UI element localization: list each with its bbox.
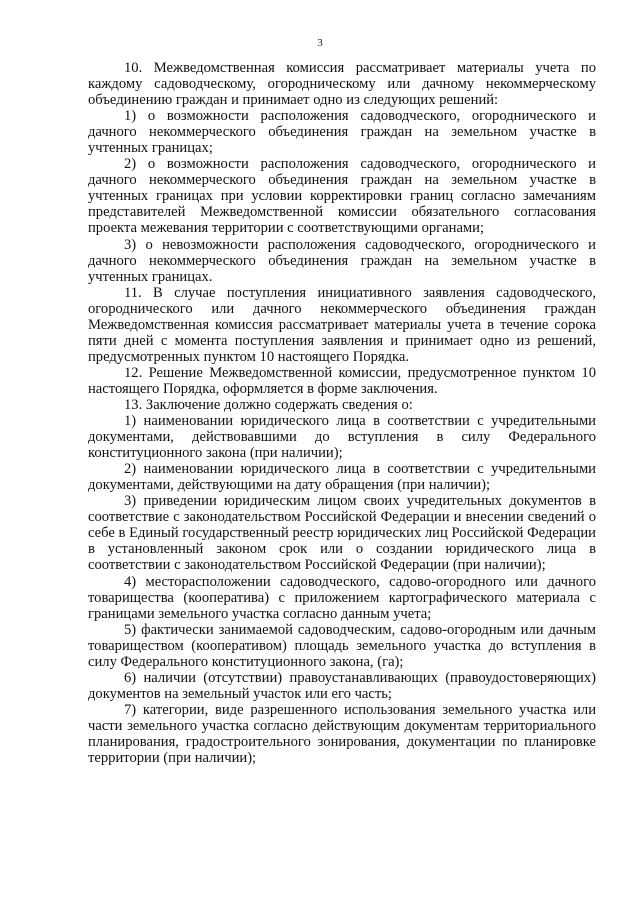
paragraph-11: 11. В случае поступления инициативного заявления садоводческого, огороднического или дачного некоммерческого объединения граждан Межведомственная комиссия рассматривает материалы учета в течение сорока пяти дней с момента поступления заявления и принимает одно из решений, предусмотренных пунктом 10 настоящего Порядка. xyxy=(88,284,596,365)
conclusion-item-3: 3) приведении юридическим лицом своих учредительных документов в соответствие с законодательством Российской Федерации и внесении сведений о себе в Единый государственный реестр юридических лиц Российской Федерации в установленный законом срок или о создании юридического лица в соответствии с законодательством Российской Федерации (при наличии); xyxy=(88,493,596,574)
conclusion-item-5: 5) фактически занимаемой садоводческим, садово-огородным или дачным товариществом (кооперативом) площадь земельного участка до вступления в силу Федерального конституционного закона, (га); xyxy=(88,621,596,670)
document-body xyxy=(88,60,596,766)
decision-option-2: 2) о возможности расположения садоводческого, огороднического и дачного некоммерческого объединения граждан на земельном участке в учтенных границах при условии корректировки границ согласно замечаниям представителей Межведомственной комиссии обязательного согласования проекта межевания территории с соответствующими органами; xyxy=(88,156,596,237)
conclusion-item-2: 2) наименовании юридического лица в соответствии с учредительными документами, действующими на дату обращения (при наличии); xyxy=(88,461,596,494)
decision-option-1: 1) о возможности расположения садоводческого, огороднического и дачного некоммерческого объединения граждан на земельном участке в учтенных границах; xyxy=(88,108,596,157)
conclusion-item-6: 6) наличии (отсутствии) правоустанавливающих (правоудостоверяющих) документов на земельный участок или его часть; xyxy=(88,669,596,702)
conclusion-item-1: 1) наименовании юридического лица в соответствии с учредительными документами, действовавшими до вступления в силу Федерального конституционного закона (при наличии); xyxy=(88,413,596,462)
decision-option-3: 3) о невозможности расположения садоводческого, огороднического и дачного некоммерческого объединения граждан на земельном участке в учтенных границах. xyxy=(88,236,596,285)
paragraph-10: 10. Межведомственная комиссия рассматривает материалы учета по каждому садоводческому, огородническому или дачному некоммерческому объединению граждан и принимает одно из следующих решений: xyxy=(88,60,596,109)
paragraph-13: 13. Заключение должно содержать сведения о: xyxy=(124,396,413,413)
conclusion-item-4: 4) месторасположении садоводческого, садово-огородного или дачного товарищества (кооператива) с приложением картографического материала с границами земельного участка согласно данным учета; xyxy=(88,573,596,622)
page-number: 3 xyxy=(317,37,323,49)
conclusion-item-7: 7) категории, виде разрешенного использования земельного участка или части земельного участка согласно действующим документам территориального планирования, градостроительного зонирования, документации по планировке территории (при наличии); xyxy=(88,701,596,767)
paragraph-12: 12. Решение Межведомственной комиссии, предусмотренное пунктом 10 настоящего Порядка, оформляется в форме заключения. xyxy=(88,364,596,397)
